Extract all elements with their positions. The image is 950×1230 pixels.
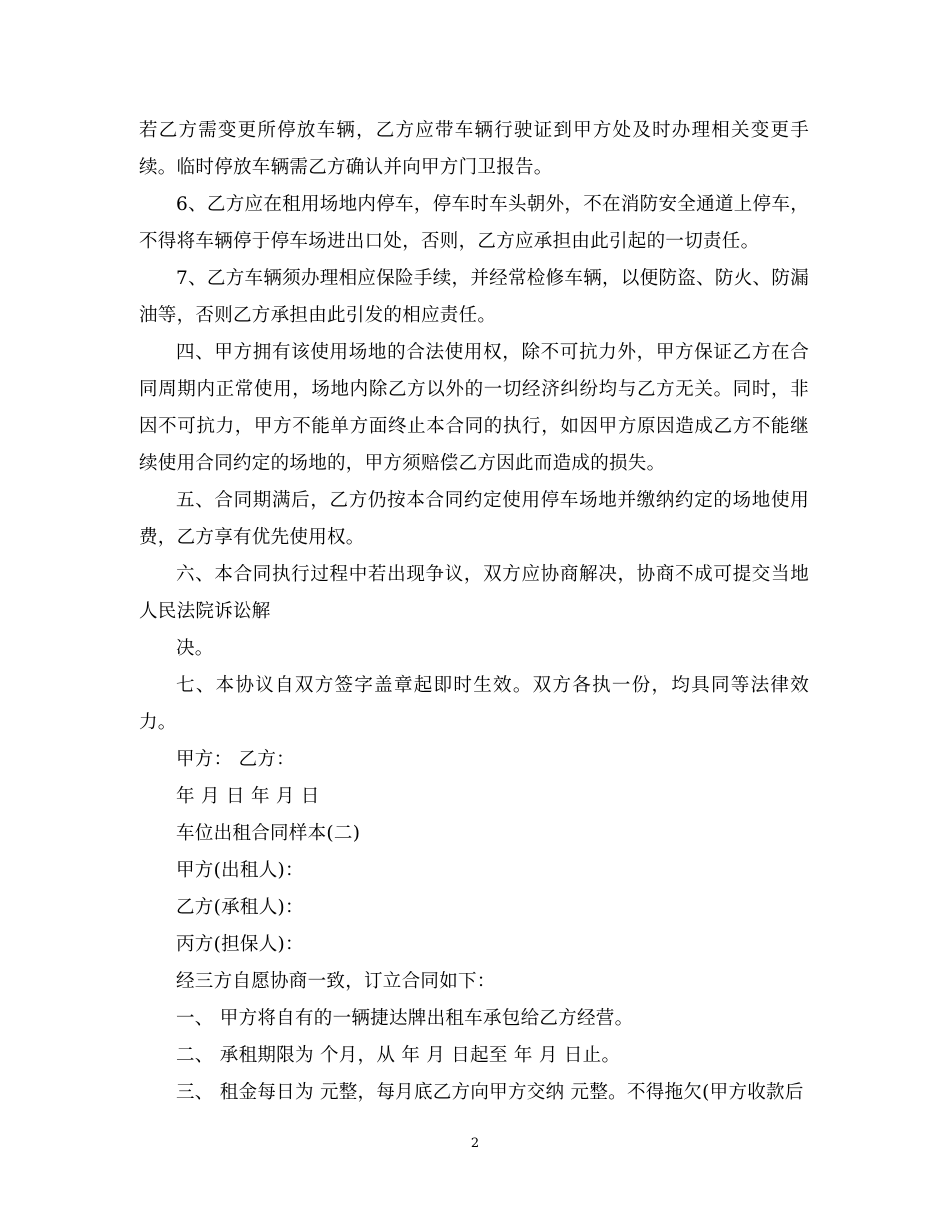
document-body	[139, 112, 809, 1111]
paragraph-clause-6: 6、乙方应在租用场地内停车，停车时车头朝外，不在消防安全通道上停车，不得将车辆停于停车场进出口处，否则，乙方应承担由此引起的一切责任。	[139, 194, 809, 252]
page-number: 2	[470, 1136, 480, 1151]
clause-1: 一、 甲方将自有的一辆捷达牌出租车承包给乙方经营。	[176, 1008, 634, 1029]
paragraph-section-4: 四、甲方拥有该使用场地的合法使用权，除不可抗力外，甲方保证乙方在合同周期内正常使用，场地内除乙方以外的一切经济纠纷均与乙方无关。同时，非因不可抗力，甲方不能单方面终止本合同的执行，如因甲方原因造成乙方不能继续使用合同约定的场地的，甲方须赔偿乙方因此而造成的损失。	[139, 342, 809, 474]
paragraph-vehicle-change: 若乙方需变更所停放车辆，乙方应带车辆行驶证到甲方处及时办理相关变更手续。临时停放车辆需乙方确认并向甲方门卫报告。	[139, 120, 809, 178]
paragraph-section-5: 五、合同期满后，乙方仍按本合同约定使用停车场地并缴纳约定的场地使用费，乙方享有优先使用权。	[139, 490, 809, 548]
party-guarantor: 丙方(担保人)：	[176, 934, 304, 955]
paragraph-section-6-continued: 决。	[176, 638, 214, 659]
paragraph-clause-7: 7、乙方车辆须办理相应保险手续，并经常检修车辆，以便防盗、防火、防漏油等，否则乙方承担由此引发的相应责任。	[139, 268, 809, 326]
contract-title-2: 车位出租合同样本(二)	[176, 823, 361, 844]
signature-parties: 甲方： 乙方：	[176, 749, 295, 770]
clause-3: 三、 租金每日为 元整，每月底乙方向甲方交纳 元整。不得拖欠(甲方收款后	[176, 1082, 804, 1103]
clause-2: 二、 承租期限为 个月，从 年 月 日起至 年 月 日止。	[176, 1045, 621, 1066]
party-lessee: 乙方(承租人)：	[176, 897, 304, 918]
paragraph-agreement-intro: 经三方自愿协商一致，订立合同如下：	[176, 971, 496, 992]
paragraph-section-7: 七、本协议自双方签字盖章起即时生效。双方各执一份，均具同等法律效力。	[139, 675, 809, 733]
paragraph-section-6: 六、本合同执行过程中若出现争议，双方应协商解决，协商不成可提交当地人民法院诉讼解	[139, 564, 809, 622]
signature-dates: 年 月 日 年 月 日	[176, 786, 320, 807]
party-lessor: 甲方(出租人)：	[176, 860, 304, 881]
